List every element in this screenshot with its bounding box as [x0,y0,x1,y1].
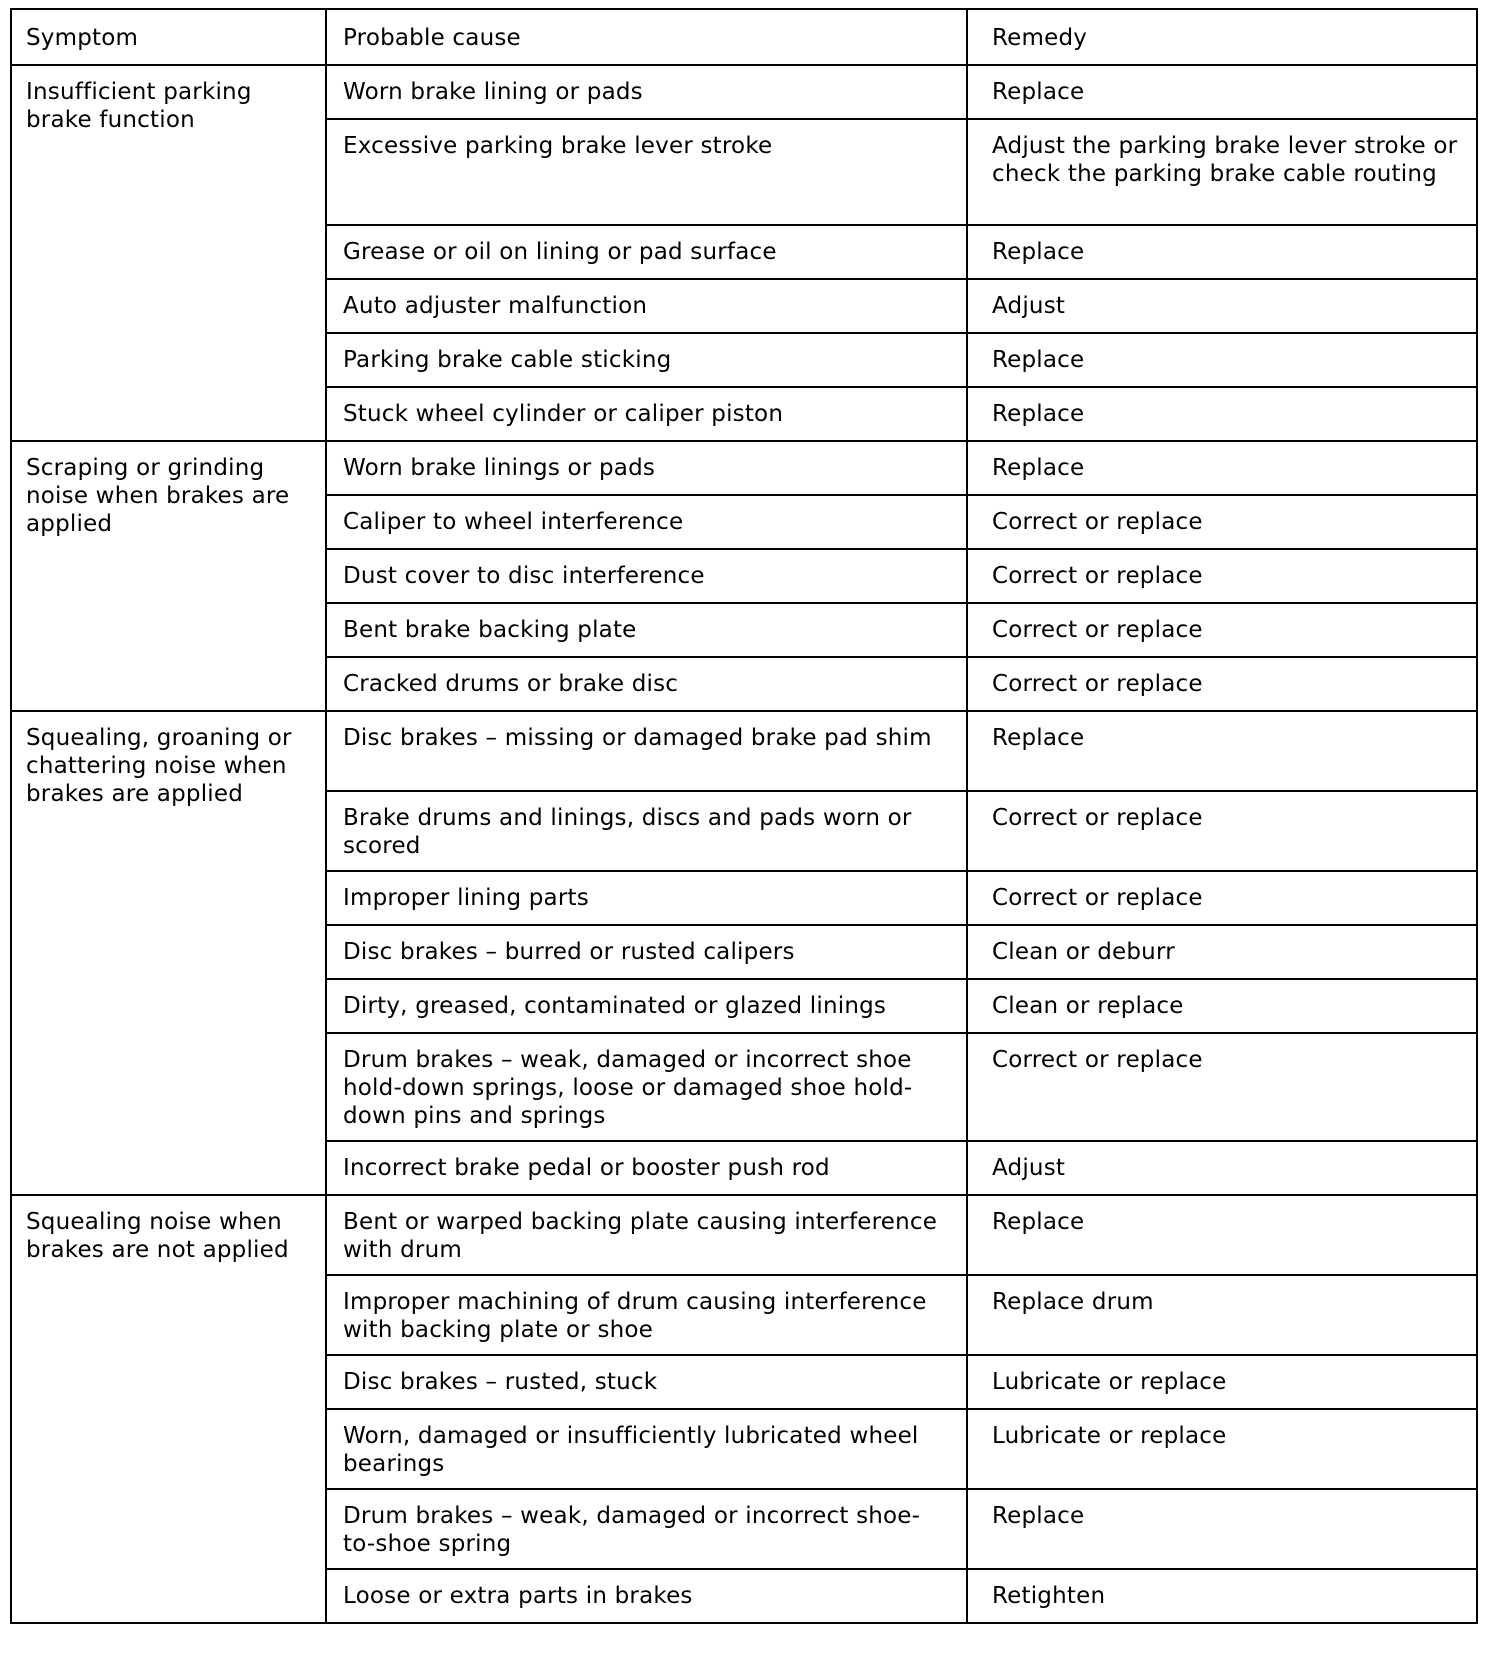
remedy-cell: Correct or replace [967,1033,1477,1141]
cause-cell: Bent brake backing plate [326,603,967,657]
brake-troubleshooting-table [10,8,1478,1624]
table-row [11,1195,1477,1275]
cause-cell: Stuck wheel cylinder or caliper piston [326,387,967,441]
cause-cell: Worn brake lining or pads [326,65,967,119]
remedy-cell: Replace [967,333,1477,387]
remedy-cell: Correct or replace [967,791,1477,871]
remedy-cell: Clean or replace [967,979,1477,1033]
cause-cell: Auto adjuster malfunction [326,279,967,333]
cause-cell: Disc brakes – rusted, stuck [326,1355,967,1409]
cause-cell: Grease or oil on lining or pad surface [326,225,967,279]
cause-cell: Drum brakes – weak, damaged or incorrect shoe hold-down springs, loose or damaged shoe hold-down pins and springs [326,1033,967,1141]
header-remedy: Remedy [967,9,1477,65]
remedy-cell: Correct or replace [967,603,1477,657]
remedy-cell: Replace [967,441,1477,495]
cause-cell: Dust cover to disc interference [326,549,967,603]
remedy-cell: Replace [967,1195,1477,1275]
remedy-cell: Lubricate or replace [967,1409,1477,1489]
cause-cell: Parking brake cable sticking [326,333,967,387]
cause-cell: Improper machining of drum causing interference with backing plate or shoe [326,1275,967,1355]
cause-cell: Dirty, greased, contaminated or glazed linings [326,979,967,1033]
symptom-cell: Squealing, groaning or chattering noise when brakes are applied [11,711,326,1195]
cause-cell: Worn, damaged or insufficiently lubricated wheel bearings [326,1409,967,1489]
remedy-cell: Clean or deburr [967,925,1477,979]
header-probable-cause: Probable cause [326,9,967,65]
cause-cell: Worn brake linings or pads [326,441,967,495]
cause-cell: Disc brakes – burred or rusted calipers [326,925,967,979]
remedy-cell: Correct or replace [967,657,1477,711]
cause-cell: Brake drums and linings, discs and pads worn or scored [326,791,967,871]
cause-cell: Loose or extra parts in brakes [326,1569,967,1623]
cause-cell: Bent or warped backing plate causing interference with drum [326,1195,967,1275]
remedy-cell: Correct or replace [967,871,1477,925]
cause-cell: Cracked drums or brake disc [326,657,967,711]
table-row [11,441,1477,495]
troubleshooting-sheet [10,8,1476,1624]
cause-cell: Drum brakes – weak, damaged or incorrect shoe-to-shoe spring [326,1489,967,1569]
remedy-cell: Adjust [967,1141,1477,1195]
cause-cell: Incorrect brake pedal or booster push rod [326,1141,967,1195]
table-row [11,711,1477,791]
remedy-cell: Adjust [967,279,1477,333]
remedy-cell: Lubricate or replace [967,1355,1477,1409]
remedy-cell: Replace [967,387,1477,441]
header-symptom: Symptom [11,9,326,65]
symptom-cell: Insufficient parking brake function [11,65,326,441]
symptom-cell: Scraping or grinding noise when brakes are applied [11,441,326,711]
cause-cell: Improper lining parts [326,871,967,925]
cause-cell: Disc brakes – missing or damaged brake pad shim [326,711,967,791]
remedy-cell: Replace [967,225,1477,279]
remedy-cell: Correct or replace [967,549,1477,603]
remedy-cell: Correct or replace [967,495,1477,549]
symptom-cell: Squealing noise when brakes are not applied [11,1195,326,1623]
remedy-cell: Replace [967,1489,1477,1569]
table-row [11,65,1477,119]
remedy-cell: Adjust the parking brake lever stroke or check the parking brake cable routing [967,119,1477,225]
remedy-cell: Replace [967,711,1477,791]
remedy-cell: Replace drum [967,1275,1477,1355]
cause-cell: Excessive parking brake lever stroke [326,119,967,225]
header-row [11,9,1477,65]
remedy-cell: Replace [967,65,1477,119]
remedy-cell: Retighten [967,1569,1477,1623]
cause-cell: Caliper to wheel interference [326,495,967,549]
